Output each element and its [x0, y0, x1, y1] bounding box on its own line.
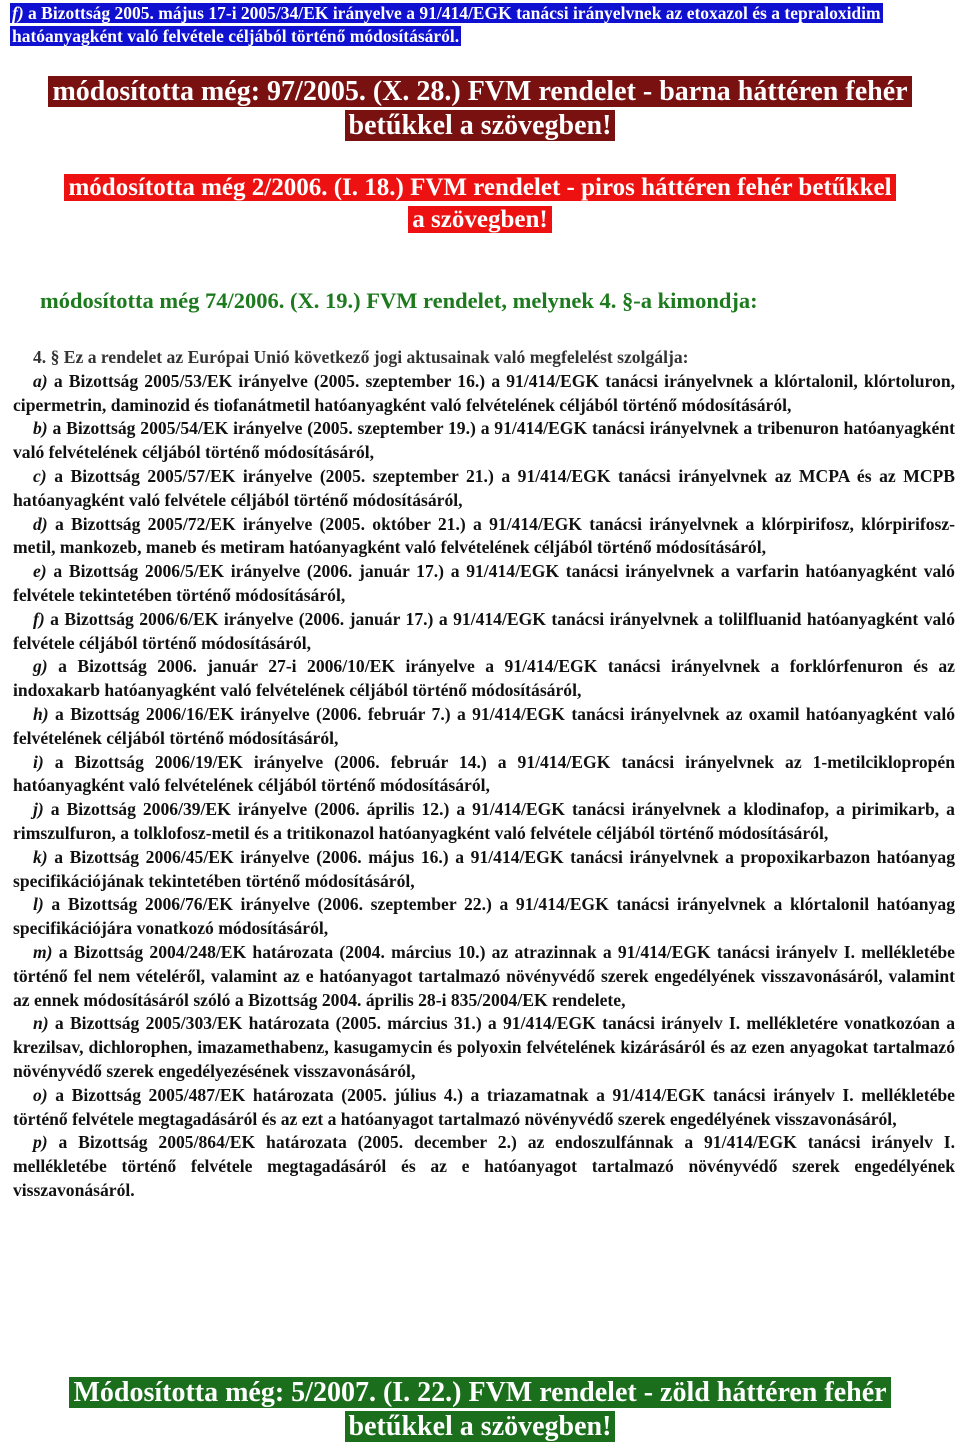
list-item-reference: a Bizottság 2006/45/EK irányelve (2006. május 16.): [54, 846, 449, 867]
amendment-notice-brown: [0, 75, 960, 143]
list-item-reference: a Bizottság 2006/76/EK irányelve (2006. szeptember 22.): [51, 894, 492, 915]
list-item-reference: a Bizottság 2005/57/EK irányelve (2005. szeptember 21.): [54, 465, 494, 486]
list-item-text: a 91/414/EGK tanácsi irányelvnek az MCPA és az MCPB hatóanyagként való felvétele céljából történő módosításáról,: [13, 465, 956, 510]
list-item-text: a 91/414/EGK tanácsi irányelvnek a propoxikarbazon hatóanyag specifikációjának tekintetében történő módosításáról,: [13, 846, 955, 891]
list-item-reference: a Bizottság 2005/303/EK határozata (2005. március 31.): [54, 1013, 482, 1034]
list-item-letter: b): [33, 418, 48, 439]
list-item: [13, 560, 955, 608]
brown-line-1: módosította még: 97/2005. (X. 28.) FVM rendelet - barna háttéren fehér: [48, 76, 911, 107]
list-item-reference: a Bizottság 2005/864/EK határozata (2005. december 2.): [58, 1132, 517, 1153]
top-banner-highlight: [10, 3, 883, 46]
list-item: [13, 751, 955, 799]
list-item: [13, 608, 955, 656]
top-banner-letter: f): [12, 3, 24, 23]
list-item-letter: e): [33, 561, 47, 582]
section-lead: 4. § Ez a rendelet az Európai Unió következő jogi aktusainak való megfelelést szolgálja:: [33, 347, 689, 367]
list-item-text: a 91/414/EGK tanácsi irányelvnek a klórtalonil hatóanyag specifikációjára vonatkozó módosításáról,: [13, 894, 955, 939]
red-line-2: a szövegben!: [408, 206, 551, 233]
list-item: [13, 846, 955, 894]
amendment-notice-green: módosította még 74/2006. (X. 19.) FVM rendelet, melynek 4. §-a kimondja:: [40, 288, 758, 313]
list-item-letter: i): [33, 751, 44, 772]
list-item-letter: o): [33, 1084, 48, 1105]
list-item-reference: a Bizottság 2006/6/EK irányelve (2006. január 17.): [50, 608, 434, 629]
list-item: [13, 513, 955, 561]
list-item: [13, 1084, 955, 1132]
list-item-letter: p): [33, 1132, 48, 1153]
list-item-letter: m): [33, 941, 53, 962]
list-item-letter: k): [33, 846, 48, 867]
brown-line-2: betűkkel a szövegben!: [345, 110, 616, 141]
list-item-text: az endoszulfánnak a 91/414/EGK tanácsi irányelv I. mellékletébe történő felvétele megtagadásáról és az e hatóanyagot tartalmazó növényvédő szerek engedélyének visszavonásáról.: [13, 1132, 955, 1200]
list-item-text: a triazamatnak a 91/414/EGK tanácsi irányelv I. mellékletébe történő felvétele megtagadásáról és az ezt a hatóanyagot tartalmazó növényvédő szerek engedélyének visszavonásáról,: [13, 1084, 955, 1129]
list-item-reference: a Bizottság 2006/5/EK irányelve (2006. január 17.): [53, 561, 445, 582]
list-item-letter: d): [33, 513, 48, 534]
list-item-letter: a): [33, 370, 48, 391]
list-item: [13, 1131, 955, 1202]
list-item-reference: a Bizottság 2006/16/EK irányelve (2006. február 7.): [55, 703, 451, 724]
list-item-text: a 91/414/EGK tanácsi irányelv I. mellékletére vonatkozóan a krezilsav, dichlorophen, imazamethabenz, kasugamycin és polyoxin felvételének kizárásáról és az ezen anyagokat tartalmazó növényvédő szerek engedélyezésének visszavonásáról,: [13, 1013, 955, 1081]
red-line-1: módosította még 2/2006. (I. 18.) FVM rendelet - piros háttéren fehér betűkkel: [64, 174, 895, 201]
list-item-text: az atrazinnak a 91/414/EGK tanácsi irányelv I. mellékletébe történő fel nem vételéről, valamint az e hatóanyagot tartalmazó növényvédő szerek engedélyének visszavonásáról, valamint az ennek módosításáról szóló a Bizottság 2004. április 28-i 835/2004/EK rendelete,: [13, 941, 955, 1010]
list-item: [13, 798, 955, 846]
list-item-text: a 91/414/EGK tanácsi irányelvnek a tolilfluanid hatóanyagként való felvétele céljából történő módosításáról,: [13, 608, 955, 653]
list-item-letter: n): [33, 1013, 49, 1034]
list-item-reference: a Bizottság 2005/487/EK határozata (2005. július 4.): [55, 1084, 463, 1105]
list-item: [13, 417, 955, 465]
list-item-letter: f): [33, 608, 45, 629]
amendment-notice-final: [0, 1376, 960, 1444]
final-line-2: betűkkel a szövegben!: [345, 1411, 616, 1442]
list-item: [13, 703, 955, 751]
list-item-text: a 91/414/EGK tanácsi irányelvnek a forklórfenuron és az indoxakarb hatóanyagként való felvételének céljából történő módosításáról,: [13, 656, 955, 701]
list-item: [13, 941, 955, 1012]
list-item-text: a 91/414/EGK tanácsi irányelvnek a klórtalonil, klórtoluron, cipermetrin, daminozid és tiofanátmetil hatóanyagként való felvételének céljából történő módosításáról,: [13, 370, 956, 415]
list-item-text: a 91/414/EGK tanácsi irányelvnek a klodinafop, a pirimikarb, a rimszulfuron, a tolklofosz-metil és a tritikonazol hatóanyagként való felvétele céljából történő módosításáról,: [13, 799, 955, 843]
list-item-text: a 91/414/EGK tanácsi irányelvnek az 1-metilciklopropén hatóanyagként való felvételének céljából történő módosításáról,: [13, 751, 955, 796]
final-line-1: Módosította még: 5/2007. (I. 22.) FVM rendelet - zöld háttéren fehér: [69, 1377, 890, 1408]
list-item-text: a 91/414/EGK tanácsi irányelvnek a varfarin hatóanyagként való felvétele tekintetében történő módosításáról,: [13, 561, 955, 605]
list-item-reference: a Bizottság 2006/19/EK irányelve (2006. február 14.): [54, 751, 487, 772]
list-item-letter: g): [33, 656, 48, 677]
list-item-reference: a Bizottság 2005/72/EK irányelve (2005. október 21.): [54, 513, 466, 534]
list-item-text: a 91/414/EGK tanácsi irányelvnek a tribenuron hatóanyagként való felvételének céljából történő módosításáról,: [13, 418, 956, 463]
directive-items: [13, 370, 955, 1203]
list-item: [13, 893, 955, 941]
list-item: [13, 1012, 955, 1083]
list-item: [13, 655, 955, 703]
directive-list: [13, 346, 955, 1203]
list-item-reference: a Bizottság 2004/248/EK határozata (2004. március 10.): [58, 941, 486, 962]
top-banner-paragraph: [10, 2, 950, 48]
list-item-text: a 91/414/EGK tanácsi irányelvnek az oxamil hatóanyagként való felvételének céljából történő módosításáról,: [13, 703, 956, 748]
list-item-letter: h): [33, 703, 49, 724]
list-item-reference: a Bizottság 2006/39/EK irányelve (2006. április 12.): [50, 799, 450, 820]
top-banner-text: a Bizottság 2005. május 17-i 2005/34/EK irányelve a 91/414/EGK tanácsi irányelvnek az etoxazol és a tepraloxidim hatóanyagként való felvétele céljából történő módosításáról.: [12, 3, 881, 46]
list-item-reference: a Bizottság 2006. január 27-i 2006/10/EK irányelve: [58, 656, 475, 677]
list-item-letter: j): [33, 799, 44, 820]
list-item: [13, 370, 955, 418]
list-item-letter: l): [33, 894, 44, 915]
list-item-text: a 91/414/EGK tanácsi irányelvnek a klórpirifosz, klórpirifosz-metil, mankozeb, maneb és metiram hatóanyagként való felvételének céljából történő módosításáról,: [13, 513, 955, 558]
list-item: [13, 465, 955, 513]
list-item-reference: a Bizottság 2005/54/EK irányelve (2005. szeptember 19.): [52, 418, 476, 439]
list-item-reference: a Bizottság 2005/53/EK irányelve (2005. szeptember 16.): [53, 370, 486, 391]
amendment-notice-red: [0, 172, 960, 236]
list-item-letter: c): [33, 465, 47, 486]
